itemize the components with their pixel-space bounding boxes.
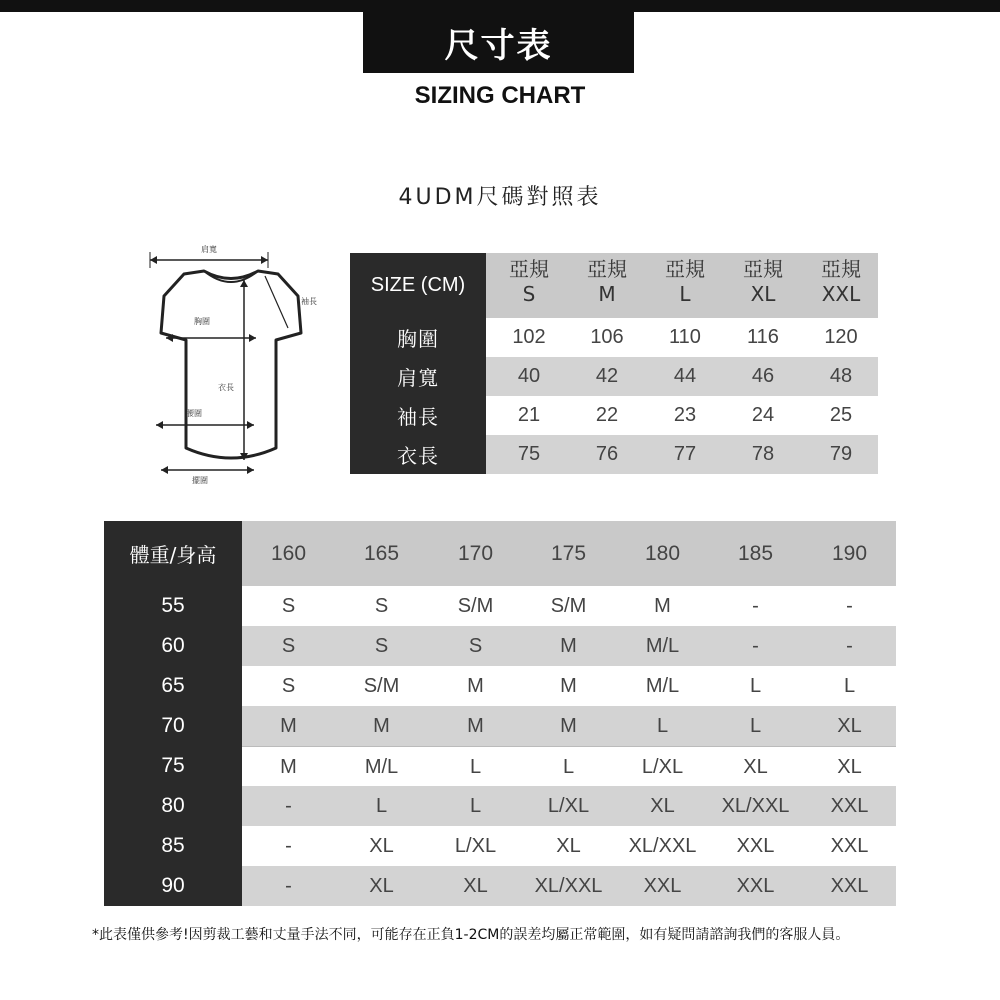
size-cell: L [562,756,575,778]
measurement-cell: 22 [595,404,619,426]
size-cell: S [374,595,389,617]
size-name: M [598,282,616,306]
size-cell: L [749,675,762,697]
measurement-cell: 42 [595,365,619,387]
size-cell: - [285,875,292,897]
weight-label: 80 [161,794,185,817]
size-cell: L/XL [547,795,590,817]
size-cell: S [468,635,483,657]
size-prefix: 亞規 [743,257,783,281]
measurement-cell: 40 [517,365,541,387]
size-cell: XL [369,835,394,857]
size-cell: XL [369,875,394,897]
measurement-row-label: 肩寬 [350,357,486,396]
size-cell: L [375,795,388,817]
size-cell: XL [837,756,862,778]
size-cell: S/M [363,675,400,697]
measurement-row [350,318,878,357]
measurement-cell: 78 [751,443,775,465]
size-cell: - [846,635,853,657]
size-cell: S/M [550,595,587,617]
size-cell: S [281,635,296,657]
weight-label: 65 [161,674,185,697]
size-column-header [802,257,880,307]
size-cell: M [560,715,577,737]
measurement-cell: 102 [512,326,546,348]
tshirt-outline [161,271,301,458]
size-cell: M [560,635,577,657]
measurement-cell: 25 [829,404,853,426]
weight-label: 60 [161,634,185,657]
footnote: *此表僅供參考!因剪裁工藝和丈量手法不同，可能存在正負1-2CM的誤差均屬正常範圍，如有疑問請諮詢我們的客服人員。 [92,927,850,943]
size-cell: M [467,675,484,697]
measurement-row-label: 袖長 [350,396,486,435]
size-cell: XL [650,795,675,817]
measurement-cell: 46 [751,365,775,387]
size-guide-row [104,586,896,626]
size-name: L [679,282,691,306]
measurement-cell: 24 [751,404,775,426]
top-bar [0,0,1000,12]
measurement-row [350,396,878,435]
size-guide-row [104,866,896,906]
size-cell: L [469,795,482,817]
size-cell: L [843,675,856,697]
size-guide-header-label: 體重/身高 [129,543,217,567]
measurement-cell: 110 [669,326,701,348]
size-cell: M [280,715,297,737]
size-cell: XXL [736,875,775,897]
size-cell: XL [743,756,768,778]
page-subtitle: SIZING CHART [414,82,586,109]
size-prefix: 亞規 [509,257,549,281]
measurement-header-sizes [486,253,878,318]
size-cell: M [654,595,671,617]
size-cell: - [752,635,759,657]
measurement-row [350,357,878,396]
size-cell: - [752,595,759,617]
measurement-cell: 76 [595,443,619,465]
size-guide-table [104,521,896,906]
size-cell: XXL [830,875,869,897]
size-prefix: 亞規 [665,257,705,281]
size-cell: XXL [736,835,775,857]
weight-label: 90 [161,874,185,897]
measurement-cell: 44 [673,365,697,387]
measurement-cell: 48 [829,365,853,387]
height-header: 170 [457,542,494,565]
height-header: 165 [363,542,400,565]
size-cell: XXL [830,835,869,857]
measurement-cell: 116 [747,326,779,348]
measurement-cell: 79 [829,443,853,465]
size-guide-row [104,706,896,746]
size-cell: XXL [830,795,869,817]
size-prefix: 亞規 [821,257,861,281]
size-cell: S [281,675,296,697]
size-guide-row [104,746,896,786]
label-length: 衣長 [218,383,234,392]
size-prefix: 亞規 [587,257,627,281]
height-header-row [242,521,896,586]
measurement-row-label: 衣長 [350,435,486,474]
size-cell: M/L [364,756,399,778]
label-waist: 腰圍 [186,409,202,418]
size-cell: XL/XXL [721,795,790,817]
size-guide-row [104,626,896,666]
height-header: 180 [644,542,681,565]
height-header: 160 [270,542,307,565]
size-cell: XXL [643,875,682,897]
size-name: S [522,282,536,306]
size-cell: L/XL [641,756,684,778]
size-cell: L/XL [454,835,497,857]
measurement-cell: 23 [673,404,697,426]
size-cell: S [281,595,296,617]
measurement-cell: 120 [824,326,858,348]
size-cell: M [560,675,577,697]
chart-title: 4UDM尺碼對照表 [398,185,602,210]
size-cell: L [749,715,762,737]
measurement-cell: 21 [517,404,541,426]
measurement-table [350,253,878,474]
measurement-cell: 77 [673,443,697,465]
size-cell: XL/XXL [534,875,603,897]
weight-label: 70 [161,714,185,737]
page-title: 尺寸表 [363,12,634,73]
size-column-header [490,257,568,307]
weight-label: 85 [161,834,185,857]
height-header: 190 [831,542,868,565]
size-name: XL [750,282,776,306]
size-cell: S/M [457,595,494,617]
size-cell: S [374,635,389,657]
size-guide-row [104,666,896,706]
size-cell: XL [556,835,581,857]
size-column-header [724,257,802,307]
measurement-cell: 75 [517,443,541,465]
size-column-header [646,257,724,307]
size-cell: M [373,715,390,737]
measurement-cell: 106 [590,326,624,348]
label-chest: 胸圍 [194,317,210,326]
height-header: 185 [737,542,774,565]
size-guide-row [104,786,896,826]
size-cell: XL [463,875,488,897]
weight-label: 75 [161,754,185,777]
height-header: 175 [550,542,587,565]
size-cell: - [285,835,292,857]
size-cell: - [285,795,292,817]
label-hem: 擺圍 [192,476,208,485]
size-cell: M [467,715,484,737]
size-cell: XL [837,715,862,737]
size-cell: - [846,595,853,617]
size-column-header [568,257,646,307]
size-cell: L [656,715,669,737]
measurement-row [350,435,878,474]
tshirt-diagram [126,238,336,488]
label-sleeve: 袖長 [301,297,317,306]
measurement-row-label: 胸圍 [350,318,486,357]
size-cell: L [469,756,482,778]
weight-label: 55 [161,594,185,617]
size-guide-row [104,826,896,866]
size-cell: M [280,756,297,778]
size-cell: M/L [645,635,680,657]
measurement-header-label: SIZE (CM) [350,253,486,318]
label-shoulder: 肩寬 [201,245,217,254]
size-cell: XL/XXL [628,835,697,857]
size-name: XXL [821,282,861,306]
size-cell: M/L [645,675,680,697]
